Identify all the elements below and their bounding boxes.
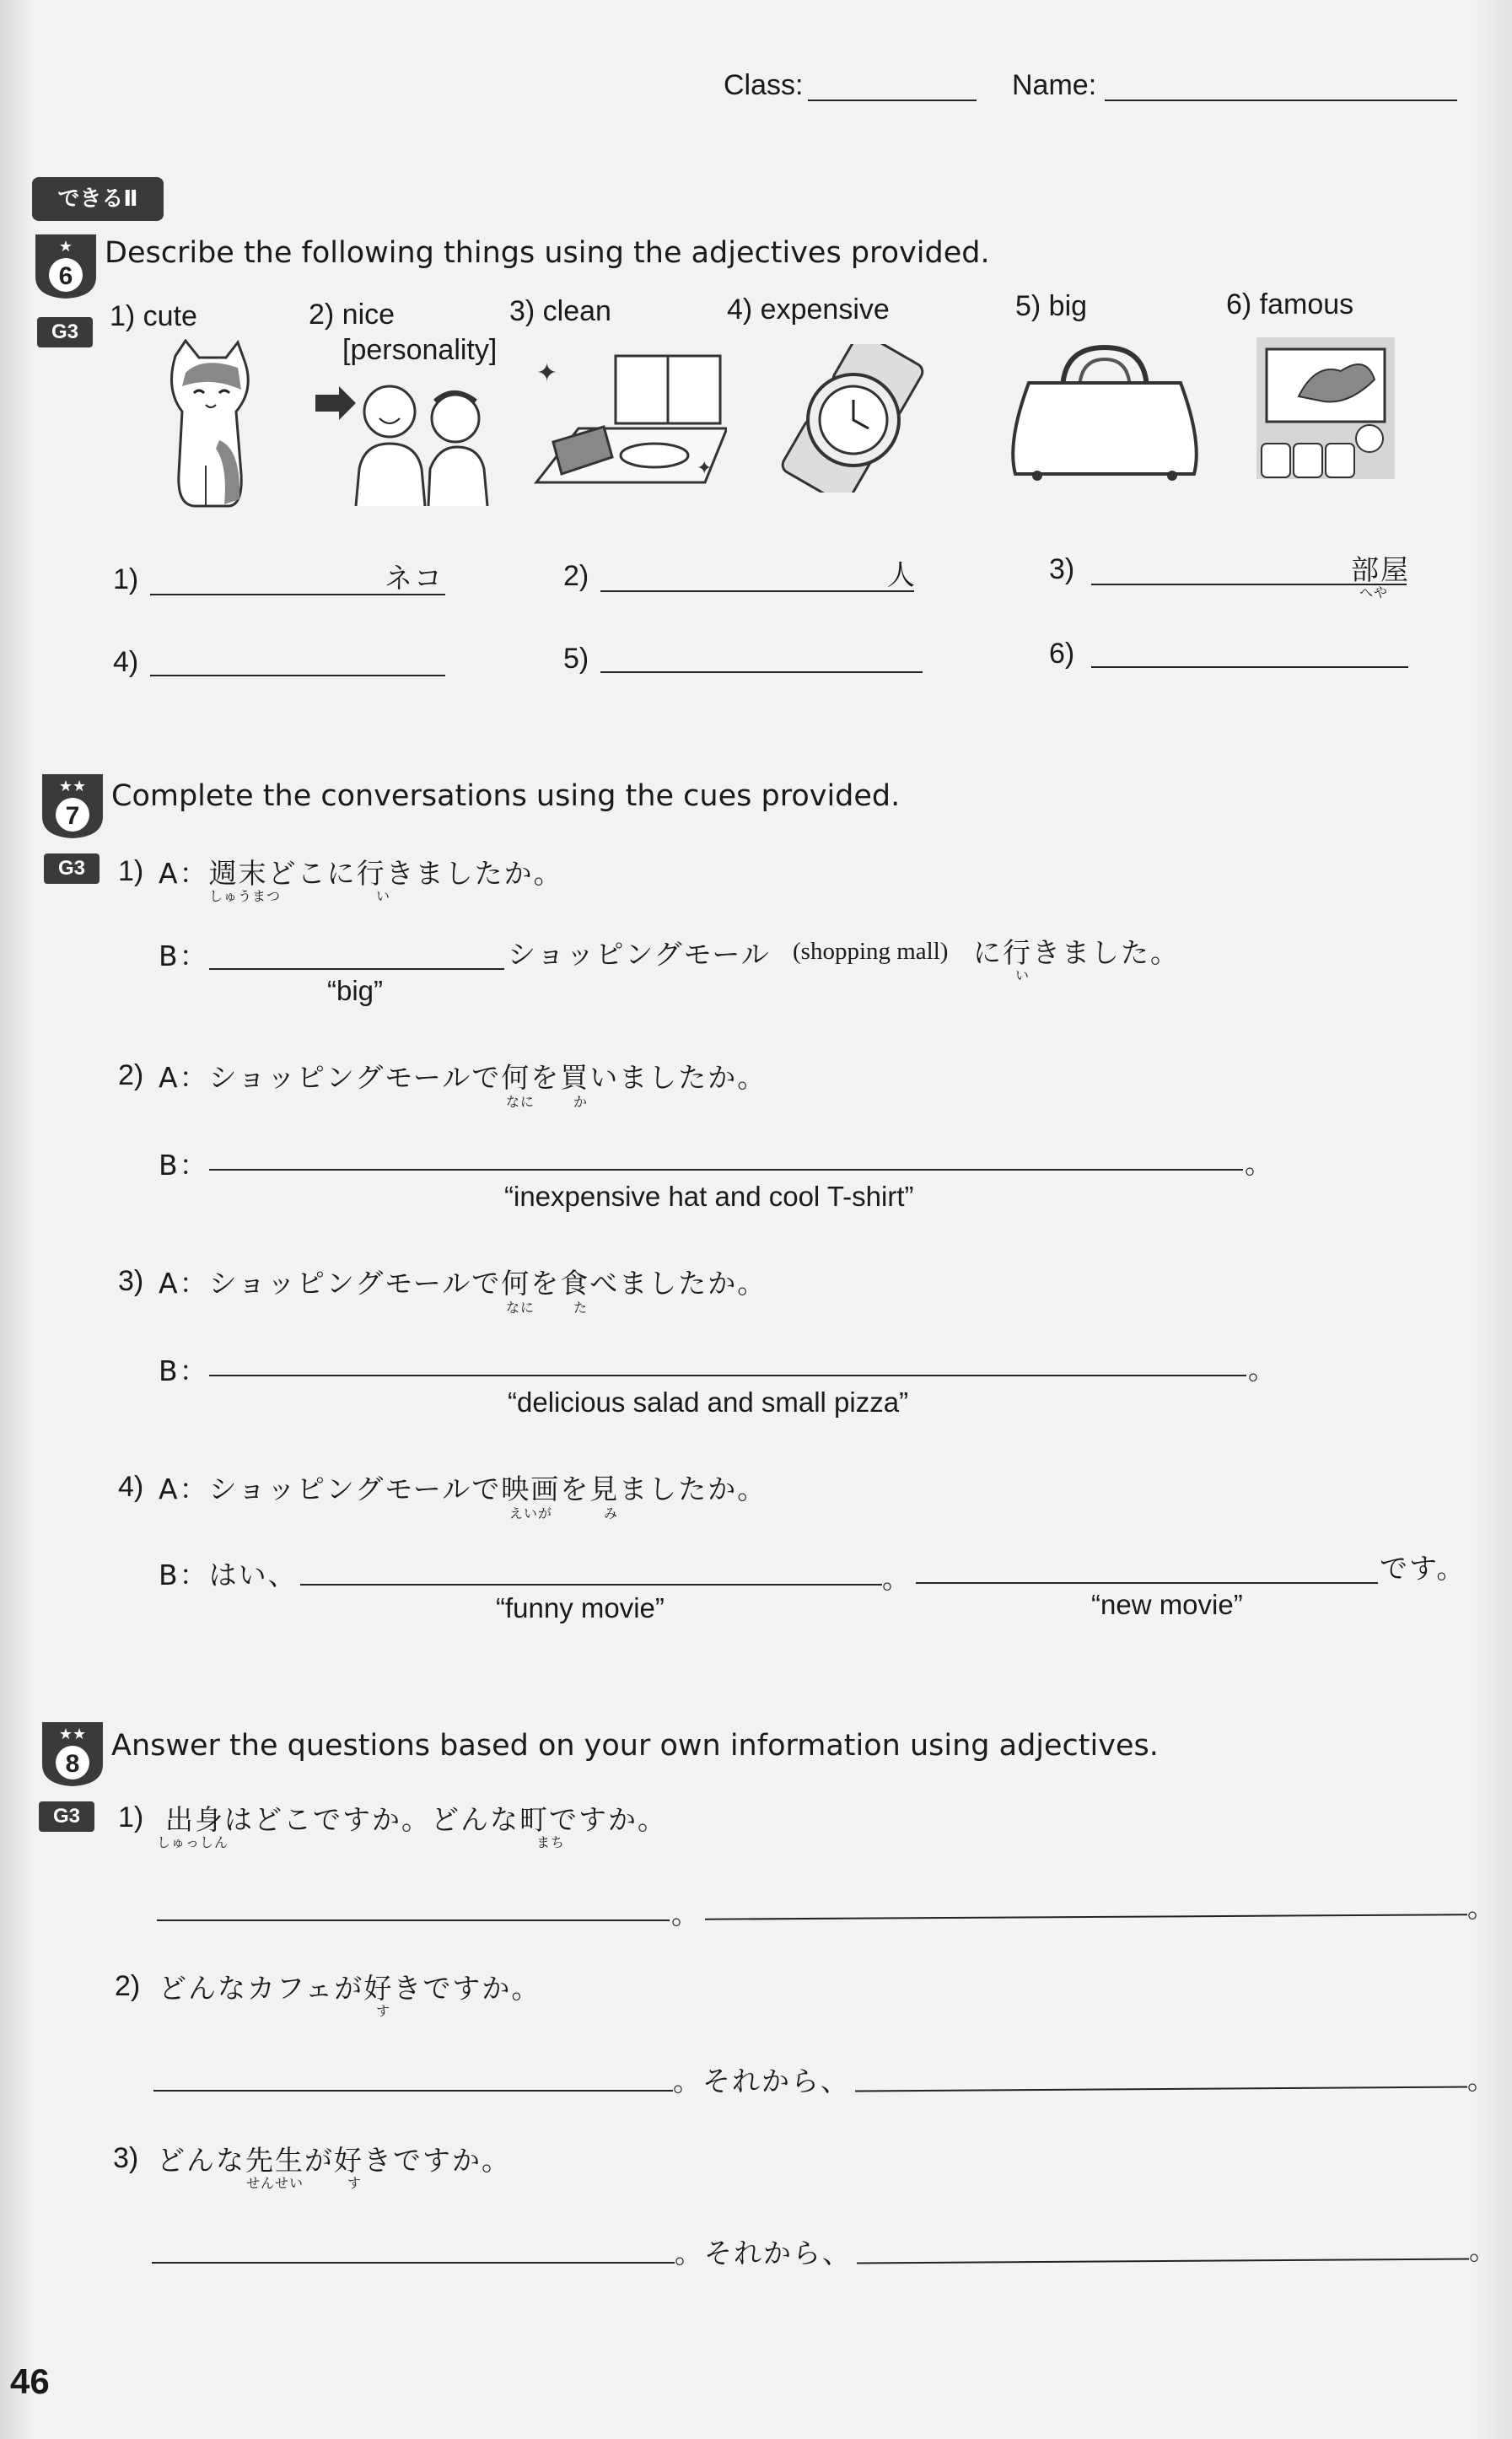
ex6-answer-2-num: 2) — [563, 560, 589, 592]
ex8-q1-ruby-1: しゅっしん — [157, 1834, 229, 1850]
ex6-answer-5-num: 5) — [563, 643, 589, 675]
movie-theater-icon — [1256, 337, 1395, 479]
ex8-q1-field-2[interactable] — [705, 1914, 1467, 1920]
ex6-item-4-label: 4) expensive — [727, 293, 890, 326]
ex6-item-3-label: 3) clean — [509, 295, 611, 327]
ex7-q4-cue-2: “new movie” — [1091, 1589, 1243, 1620]
ex7-q4-b-label: B：はい、 — [159, 1559, 298, 1591]
ex8-instruction: Answer the questions based on your own information using adjectives. — [111, 1729, 1159, 1763]
name-label: Name: — [1012, 69, 1097, 101]
ex8-q3-field-1[interactable] — [152, 2262, 675, 2264]
svg-text:★★: ★★ — [58, 778, 87, 795]
ex6-answer-3-suffix: 部屋 — [1351, 553, 1410, 586]
ex8-q1-text: 出身はどこですか。どんな町ですか。 — [165, 1803, 667, 1836]
class-field[interactable] — [808, 100, 977, 101]
ex6-answer-3-ruby: へや — [1359, 584, 1389, 600]
ex6-answer-5-field[interactable] — [600, 671, 923, 673]
ex8-q3-ruby-2: す — [347, 2175, 363, 2191]
ex7-q3-b-label: B： — [159, 1354, 209, 1387]
ex6-level-badge: G3 — [37, 317, 93, 347]
ex7-q4-b-field-2[interactable] — [916, 1582, 1378, 1584]
ex7-q1-b-text-end: に行きました。 — [973, 936, 1180, 969]
exercise-6-badge — [34, 233, 98, 300]
ex6-answer-1-suffix: ネコ — [385, 562, 444, 595]
ex8-q1-num: 1) — [118, 1801, 144, 1833]
ex7-q1-a: A：週末どこに行きましたか。 — [159, 857, 563, 890]
ex7-q2-num: 2) — [118, 1059, 144, 1091]
ex8-q2-ruby-1: す — [376, 2003, 391, 2019]
ex7-q3-ruby-1: なに — [506, 1300, 535, 1316]
ex6-item-6-label: 6) famous — [1226, 288, 1354, 320]
ex8-q2-field-1[interactable] — [153, 2090, 673, 2092]
ex8-q1-ruby-2: まち — [536, 1834, 566, 1850]
ex7-q1-num: 1) — [118, 855, 144, 887]
exercise-7-number: 7 — [65, 802, 80, 830]
ex6-answer-3-num: 3) — [1049, 553, 1075, 585]
ex7-instruction: Complete the conversations using the cues provided. — [111, 779, 901, 813]
ex7-q3-b-end: 。 — [1248, 1353, 1278, 1386]
ex7-q1-b-field[interactable] — [209, 968, 504, 970]
ex6-answer-6-field[interactable] — [1091, 666, 1408, 668]
name-field[interactable] — [1105, 100, 1457, 101]
section-tag: できるⅡ — [32, 177, 164, 221]
ex6-item-5-label: 5) big — [1015, 290, 1088, 322]
ex7-q4-num: 4) — [118, 1471, 144, 1503]
ex7-q3-cue: “delicious salad and small pizza” — [508, 1386, 909, 1418]
ex7-q2-a: A：ショッピングモールで何を買いましたか。 — [159, 1061, 767, 1094]
exercise-6-number: 6 — [58, 262, 73, 290]
ex8-q3-mid: 。それから、 — [675, 2237, 852, 2269]
ex7-q4-b-mid: 。 — [882, 1562, 912, 1595]
page-number: 46 — [10, 2361, 50, 2401]
ex8-q2-num: 2) — [115, 1970, 141, 2002]
ex7-q1-b-text-jp: ショッピングモール — [508, 938, 771, 971]
ex8-q3-num: 3) — [113, 2142, 139, 2174]
ex7-q1-b-label: B： — [159, 940, 209, 972]
ex6-answer-2-field[interactable] — [600, 590, 914, 592]
ex7-q4-b-field-1[interactable] — [300, 1584, 882, 1586]
ex8-q3-end: 。 — [1469, 2233, 1499, 2266]
ex7-q3-b-field[interactable] — [209, 1375, 1246, 1376]
ex7-q2-cue: “inexpensive hat and cool T-shirt” — [504, 1181, 914, 1212]
ex8-q1-mid: 。 — [671, 1898, 701, 1930]
ex6-item-2-label: 2) nice — [309, 299, 395, 331]
ex6-item-2-sub: [personality] — [342, 334, 498, 366]
ex7-q1-b-text-en: (shopping mall) — [793, 938, 949, 965]
ex8-q2-mid: 。それから、 — [673, 2065, 850, 2097]
people-icon — [314, 376, 491, 508]
svg-text:✦: ✦ — [697, 457, 713, 478]
ex7-q3-ruby-2: た — [573, 1300, 589, 1316]
ex6-answer-2-suffix: 人 — [887, 558, 917, 591]
ex6-answer-4-field[interactable] — [150, 675, 445, 676]
cat-icon — [160, 339, 261, 511]
ex7-q4-ruby-2: み — [604, 1505, 619, 1521]
ex6-item-1-label: 1) cute — [110, 300, 197, 332]
ex8-q3-ruby-1: せんせい — [246, 2175, 304, 2191]
ex7-q4-b-end: です。 — [1380, 1552, 1466, 1585]
ex7-q3-a: A：ショッピングモールで何を食べましたか。 — [159, 1267, 767, 1300]
ex7-q2-ruby-1: なに — [506, 1094, 535, 1110]
ex8-q1-end: 。 — [1467, 1891, 1497, 1924]
ex7-q1-a-ruby-2: い — [376, 888, 391, 904]
ex8-q3-text: どんな先生が好きですか。 — [157, 2144, 511, 2177]
ex8-q1-field-1[interactable] — [157, 1919, 670, 1921]
exercise-8-badge — [40, 1720, 105, 1788]
bag-icon — [1004, 341, 1206, 482]
ex6-instruction: Describe the following things using the adjectives provided. — [105, 236, 990, 270]
svg-text:★★: ★★ — [58, 1726, 87, 1743]
ex8-q2-field-2[interactable] — [855, 2086, 1467, 2092]
ex6-answer-4-num: 4) — [113, 646, 139, 678]
room-icon — [528, 347, 727, 491]
ex7-q4-cue-1: “funny movie” — [496, 1592, 665, 1623]
ex7-q2-b-field[interactable] — [209, 1169, 1243, 1171]
svg-text:★: ★ — [58, 238, 73, 256]
ex8-q2-text: どんなカフェが好きですか。 — [159, 1972, 541, 2005]
ex6-answer-1-num: 1) — [113, 563, 139, 595]
exercise-7-badge — [40, 773, 105, 840]
exercise-8-number: 8 — [65, 1750, 80, 1778]
ex7-level-badge: G3 — [44, 853, 100, 884]
ex7-q4-ruby-1: えいが — [509, 1505, 553, 1521]
ex6-answer-6-num: 6) — [1049, 638, 1075, 670]
ex7-q2-ruby-2: か — [573, 1094, 589, 1110]
ex8-level-badge: G3 — [39, 1801, 94, 1832]
class-label: Class: — [724, 69, 804, 101]
svg-text:✦: ✦ — [536, 359, 558, 387]
ex7-q2-b-end: 。 — [1245, 1147, 1274, 1180]
watch-icon — [781, 344, 933, 493]
ex8-q3-field-2[interactable] — [857, 2258, 1469, 2264]
ex7-q3-num: 3) — [118, 1265, 144, 1297]
ex7-q1-b-ruby: い — [1015, 967, 1030, 983]
ex8-q2-end: 。 — [1467, 2063, 1497, 2096]
ex7-q1-cue: “big” — [327, 975, 384, 1006]
ex7-q4-a: A：ショッピングモールで映画を見ましたか。 — [159, 1473, 767, 1505]
ex7-q1-a-ruby-1: しゅうまつ — [209, 888, 282, 904]
ex7-q2-b-label: B： — [159, 1149, 209, 1182]
